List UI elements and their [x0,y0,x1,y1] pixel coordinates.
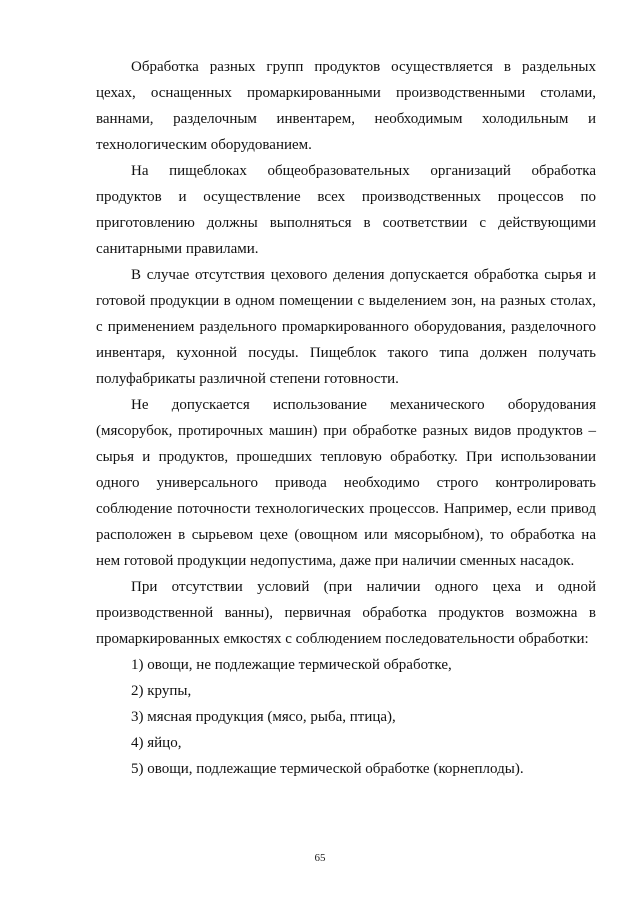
list-item: 3) мясная продукция (мясо, рыба, птица), [131,709,396,725]
list-item: 1) овощи, не подлежащие термической обработке, [131,657,452,673]
list-item: 2) крупы, [131,683,192,699]
numbered-list [96,652,596,782]
paragraph-5: При отсутствии условий (при наличии одного цеха и одной производственной ванны), первичная обработка продуктов возможна в промаркированных емкостях с соблюдением последовательности обработки: [96,579,596,647]
paragraph-2: На пищеблоках общеобразовательных организаций обработка продуктов и осуществление всех производственных процессов по приготовлению должны выполняться в соответствии с действующими санитарными правилами. [96,163,596,257]
document-page [96,54,596,782]
list-item: 4) яйцо, [131,735,182,751]
paragraph-1: Обработка разных групп продуктов осуществляется в раздельных цехах, оснащенных промаркированными производственными столами, ваннами, разделочным инвентарем, необходимым холодильным и технологическим оборудованием. [96,59,596,153]
list-item: 5) овощи, подлежащие термической обработке (корнеплоды). [131,761,524,777]
paragraph-4: Не допускается использование механического оборудования (мясорубок, протирочных машин) при обработке разных видов продуктов – сырья и продуктов, прошедших тепловую обработку. При использовании одного универсального привода необходимо строго контролировать соблюдение поточности технологических процессов. Например, если привод расположен в сырьевом цехе (овощном или мясорыбном), то обработка на нем готовой продукции недопустима, даже при наличии сменных насадок. [96,397,596,569]
page-number: 65 [314,852,326,864]
paragraph-3: В случае отсутствия цехового деления допускается обработка сырья и готовой продукции в одном помещении с выделением зон, на разных столах, с применением раздельного промаркированного оборудования, разделочного инвентаря, кухонной посуды. Пищеблок такого типа должен получать полуфабрикаты различной степени готовности. [96,267,596,387]
